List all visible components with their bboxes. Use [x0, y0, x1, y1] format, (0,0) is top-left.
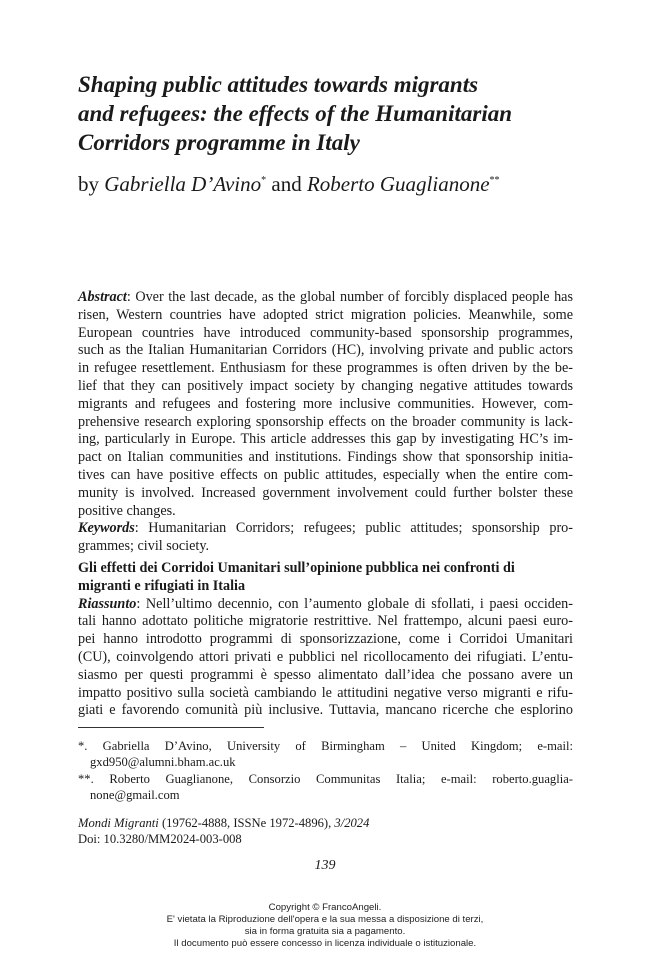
keywords-label: Keywords: [78, 520, 135, 537]
page-number: 139: [314, 858, 336, 873]
footnote-divider: [78, 727, 264, 728]
footnote-line: **. Roberto Guaglianone, Consorzio Communitas Italia; e-mail: roberto.guaglia-: [78, 772, 573, 786]
footnote-email-link[interactable]: gxd950@alumni.bham.ac.uk: [90, 755, 236, 769]
abstract-line: in refugee resettlement. Enthusiasm for these programmes is often driven by the be-: [78, 360, 573, 377]
copyright-line: sia in forma gratuita sia a pagamento.: [244, 926, 406, 937]
abstract-line: prehensive research exploring sponsorship effects on the broader community is lack-: [78, 413, 573, 430]
footnote-email-link[interactable]: none@gmail.com: [90, 788, 180, 802]
abstract-line: Abstract: Over the last decade, as the global number of forcibly displaced people has: [78, 289, 573, 305]
riassunto-line: giati e favorendo comunità più inclusive. Tuttavia, mancano ricerche che esplorino: [78, 702, 573, 719]
copyright-line: Copyright © FrancoAngeli.: [268, 902, 382, 913]
footnote-marker: *: [261, 175, 267, 186]
riassunto-line: siasmo per questi programmi è spesso alimentato dall’idea che possano avere un: [78, 666, 573, 683]
copyright-notice: [0, 902, 650, 950]
abstract-line: lief that they can positively impact society by changing negative attitudes towards: [78, 377, 573, 394]
footnote-marker: **: [489, 175, 500, 186]
article-title: [78, 70, 578, 157]
journal-doi[interactable]: Doi: 10.3280/MM2024-003-008: [78, 832, 242, 846]
abstract-line: European countries have introduced community-based sponsorship programmes,: [78, 324, 573, 341]
journal-issn: (19762-4888, ISSNe 1972-4896),: [158, 816, 335, 830]
abstract-label: Abstract: [78, 289, 127, 305]
riassunto-line: Riassunto: Nell’ultimo decennio, con l’aumento globale di sfollati, i paesi occiden-: [78, 595, 573, 612]
author-name: Gabriella D’Avino: [104, 172, 262, 196]
abstract-line: tives can have positive effects on public attitudes, especially when the entire com-: [78, 466, 573, 483]
abstract-line: ing, particularly in Europe. This article addresses this gap by investigating HC’s im-: [78, 431, 573, 448]
riassunto-line: (CU), coinvolgendo attori privati e pubblici nel ricollocamento dei rifugiati. L’entu-: [78, 648, 573, 665]
journal-info: [78, 815, 369, 847]
byline: [78, 171, 500, 197]
footnote-2: [78, 771, 573, 803]
riassunto-line: impatto positivo sulla società cambiando le attitudini negative verso migranti e rifu-: [78, 684, 573, 701]
byline-conjunction: and: [271, 172, 302, 196]
footnote-1: [78, 738, 573, 770]
journal-name: Mondi Migranti: [78, 816, 159, 830]
riassunto-line: tali hanno adottato politiche migratorie restrittive. Nel frattempo, alcuni paesi euro-: [78, 613, 573, 630]
italian-summary: [78, 560, 573, 720]
byline-prefix: by: [78, 172, 99, 196]
keywords-line: grammes; civil society.: [78, 538, 210, 555]
abstract: [78, 289, 573, 556]
journal-citation: [78, 815, 369, 831]
italian-heading: migranti e rifugiati in Italia: [78, 577, 246, 594]
italian-heading: Gli effetti dei Corridoi Umanitari sull’opinione pubblica nei confronti di: [78, 560, 515, 576]
journal-issue: 3/2024: [334, 816, 370, 830]
riassunto-label: Riassunto: [78, 595, 137, 612]
title-line: Corridors programme in Italy: [78, 130, 360, 155]
footnote-line: *. Gabriella D’Avino, University of Birmingham – United Kingdom; e-mail:: [78, 739, 573, 753]
abstract-line: risen, Western countries have adopted strict migration policies. Meanwhile, some: [78, 306, 573, 323]
abstract-line: pact on Italian communities and institutions. Findings show that sponsorship initia-: [78, 449, 573, 466]
copyright-line: E' vietata la Riproduzione dell'opera e la sua messa a disposizione di terzi,: [166, 914, 484, 925]
abstract-line: migrants and refugees and fostering more inclusive communities. However, com-: [78, 395, 573, 412]
keywords-line: Keywords: Humanitarian Corridors; refugees; public attitudes; sponsorship pro-: [78, 520, 573, 537]
abstract-line: such as the Italian Humanitarian Corridors (HC), involving private and public actors: [78, 342, 573, 359]
title-line: and refugees: the effects of the Humanitarian: [78, 101, 513, 126]
title-line: Shaping public attitudes towards migrants: [78, 72, 479, 97]
author-name: Roberto Guaglianone: [306, 172, 490, 196]
copyright-line: Il documento può essere concesso in licenza individuale o istituzionale.: [173, 938, 477, 949]
abstract-line: munity is involved. Increased government involvement could further bolster these: [78, 484, 573, 501]
abstract-line: positive changes.: [78, 502, 176, 519]
riassunto-line: pei hanno introdotto programmi di sponsorizzazione, come i Corridoi Umanitari: [78, 631, 573, 648]
